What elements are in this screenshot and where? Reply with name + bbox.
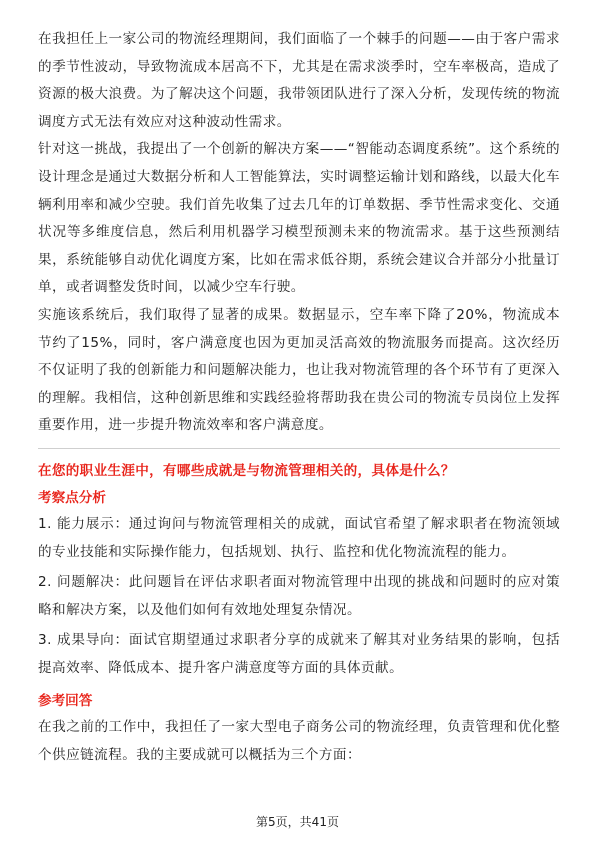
body-paragraph-2: 针对这一挑战，我提出了一个创新的解决方案——“智能动态调度系统”。这个系统的设计理念是通过大数据分析和人工智能算法，实时调整运输计划和路线，以最大化车辆利用率和减少空驶。我们首先收集了过去几年的订单数据、季节性需求变化、交通状况等多维度信息，然后利用机器学习模型预测未来的物流需求。基于这些预测结果，系统能够自动优化调度方案，比如在需求低谷期，系统会建议合并部分小批量订单，或者调整发货时间，以减少空车行驶。 <box>38 141 560 296</box>
reference-answer-text: 在我之前的工作中，我担任了一家大型电子商务公司的物流经理，负责管理和优化整个供应链流程。我的主要成就可以概括为三个方面： <box>38 719 560 764</box>
section-divider <box>38 448 560 449</box>
body-paragraph-1: 在我担任上一家公司的物流经理期间，我们面临了一个棘手的问题——由于客户需求的季节性波动，导致物流成本居高不下，尤其是在需求淡季时，空车率极高，造成了资源的极大浪费。为了解决这个问题，我带领团队进行了深入分析，发现传统的物流调度方式无法有效应对这种波动性需求。 <box>38 31 560 130</box>
body-paragraph-3: 实施该系统后，我们取得了显著的成果。数据显示，空车率下降了20%，物流成本节约了15%，同时，客户满意度也因为更加灵活高效的物流服务而提高。这次经历不仅证明了我的创新能力和问题解决能力，也让我对物流管理的各个环节有了更深入的理解。我相信，这种创新思维和实践经验将帮助我在贵公司的物流专员岗位上发挥重要作用，进一步提升物流效率和客户满意度。 <box>38 306 560 434</box>
reference-heading: 参考回答 <box>38 693 93 710</box>
analysis-item-2: 2. 问题解决：此问题旨在评估求职者面对物流管理中出现的挑战和问题时的应对策略和解决方案，以及他们如何有效地处理复杂情况。 <box>38 574 560 618</box>
document-page <box>38 26 560 770</box>
analysis-heading: 考察点分析 <box>38 489 106 506</box>
analysis-item-1: 1. 能力展示：通过询问与物流管理相关的成就，面试官希望了解求职者在物流领域的专业技能和实际操作能力，包括规划、执行、监控和优化物流流程的能力。 <box>38 515 560 560</box>
page-number-label: 第5页，共41页 <box>256 815 339 829</box>
page-footer <box>0 813 595 830</box>
interview-question: 在您的职业生涯中，有哪些成就是与物流管理相关的，具体是什么？ <box>38 462 455 479</box>
analysis-item-3: 3. 成果导向：面试官期望通过求职者分享的成就来了解其对业务结果的影响，包括提高效率、降低成本、提升客户满意度等方面的具体贡献。 <box>38 632 560 676</box>
